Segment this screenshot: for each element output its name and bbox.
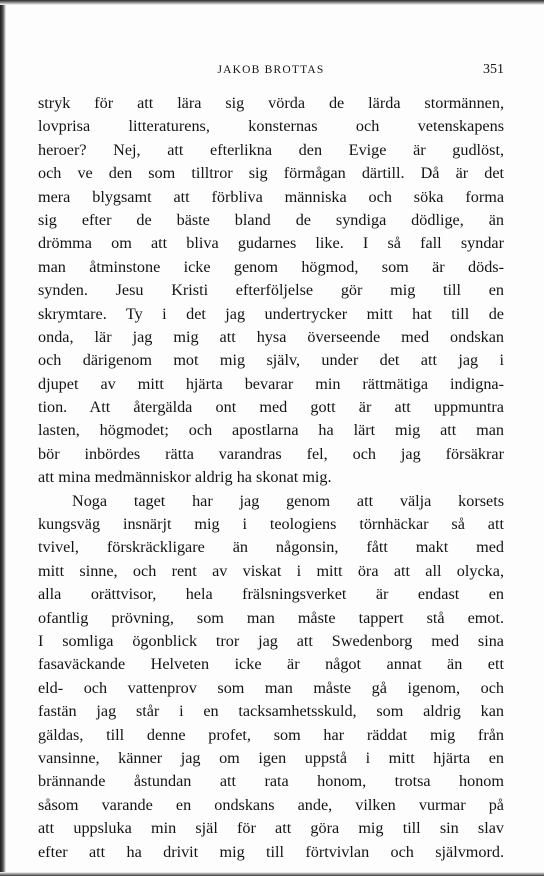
- text-line: stryk för att lära sig vörda de lärda stormännen,: [38, 94, 504, 112]
- text-line: mera blygsamt att förbliva människa och söka forma: [38, 187, 504, 206]
- text-line: drömma om att bliva gudarnes like. I så fall syndar: [38, 234, 504, 253]
- text-line: och ve den som tilltror sig förmågan därtill. Då är det: [38, 164, 504, 183]
- text-line: tvivel, förskräckligare än någonsin, fått makt med: [38, 538, 504, 557]
- text-line: efter att ha drivit mig till förtvivlan och självmord.: [38, 842, 504, 861]
- text-line: gäldas, till denne profet, som har räddat mig från: [38, 725, 504, 744]
- body-text: [38, 92, 504, 864]
- text-line: I somliga ögonblick tror jag att Swedenborg med sina: [38, 631, 504, 650]
- page-header: [38, 62, 504, 84]
- text-line: fasaväckande Helveten icke är något annat än ett: [38, 655, 504, 674]
- scan-edge-top: [0, 0, 544, 5]
- text-line: såsom varande en ondskans ande, vilken vurmar på: [38, 795, 504, 814]
- text-line: bör inbördes rätta varandras fel, och jag försäkrar: [38, 444, 504, 463]
- text-line: tion. Att återgälda ont med gott är att uppmuntra: [38, 398, 504, 417]
- text-line: sig efter de bäste bland de syndiga dödlige, än: [38, 210, 504, 229]
- running-head: JAKOB BROTTAS: [217, 64, 325, 76]
- text-line: skrymtare. Ty i det jag undertrycker mitt hat till de: [38, 304, 504, 323]
- text-line: man åtminstone icke genom högmod, som är döds-: [38, 257, 504, 276]
- text-line: kungsväg insnärjt mig i teologiens törnhäckar så att: [38, 515, 504, 534]
- page-number: 351: [483, 62, 504, 77]
- text-line: onda, lär jag mig att hysa överseende med ondskan: [38, 327, 504, 346]
- text-line: heroer? Nej, att efterlikna den Evige är gudlöst,: [38, 140, 504, 159]
- text-line: vansinne, känner jag om igen uppstå i mitt hjärta en: [38, 748, 504, 767]
- text-line: lovprisa litteraturens, konsternas och vetenskapens: [38, 117, 504, 136]
- text-line: alla orättvisor, hela frälsningsverket är endast en: [38, 585, 504, 604]
- text-line: fastän jag står i en tacksamhetsskuld, som aldrig kan: [38, 702, 504, 721]
- scan-edge-left: [0, 0, 6, 876]
- paragraph-first-line: Noga taget har jag genom att välja korsets: [72, 491, 504, 510]
- text-line: djupet av mitt hjärta bevarar min rättmätiga indigna-: [38, 374, 504, 393]
- paragraph-last-line: att mina medmänniskor aldrig ha skonat mig.: [38, 468, 332, 487]
- text-line: brännande åstundan att rata honom, trotsa honom: [38, 772, 504, 791]
- scan-edge-bottom: [0, 872, 544, 876]
- text-line: att uppsluka min själ för att göra mig till sin slav: [38, 819, 504, 838]
- text-line: och därigenom mot mig själv, under det att jag i: [38, 351, 504, 370]
- text-line: ofantlig prövning, som man måste tappert stå emot.: [38, 608, 504, 627]
- text-line: lasten, högmodet; och apostlarna ha lärt mig att man: [38, 421, 504, 440]
- text-line: mitt sinne, och rent av viskat i mitt öra att all olycka,: [38, 561, 504, 580]
- text-line: eld- och vattenprov som man måste gå igenom, och: [38, 678, 504, 697]
- text-line: synden. Jesu Kristi efterföljelse gör mig till en: [38, 281, 504, 300]
